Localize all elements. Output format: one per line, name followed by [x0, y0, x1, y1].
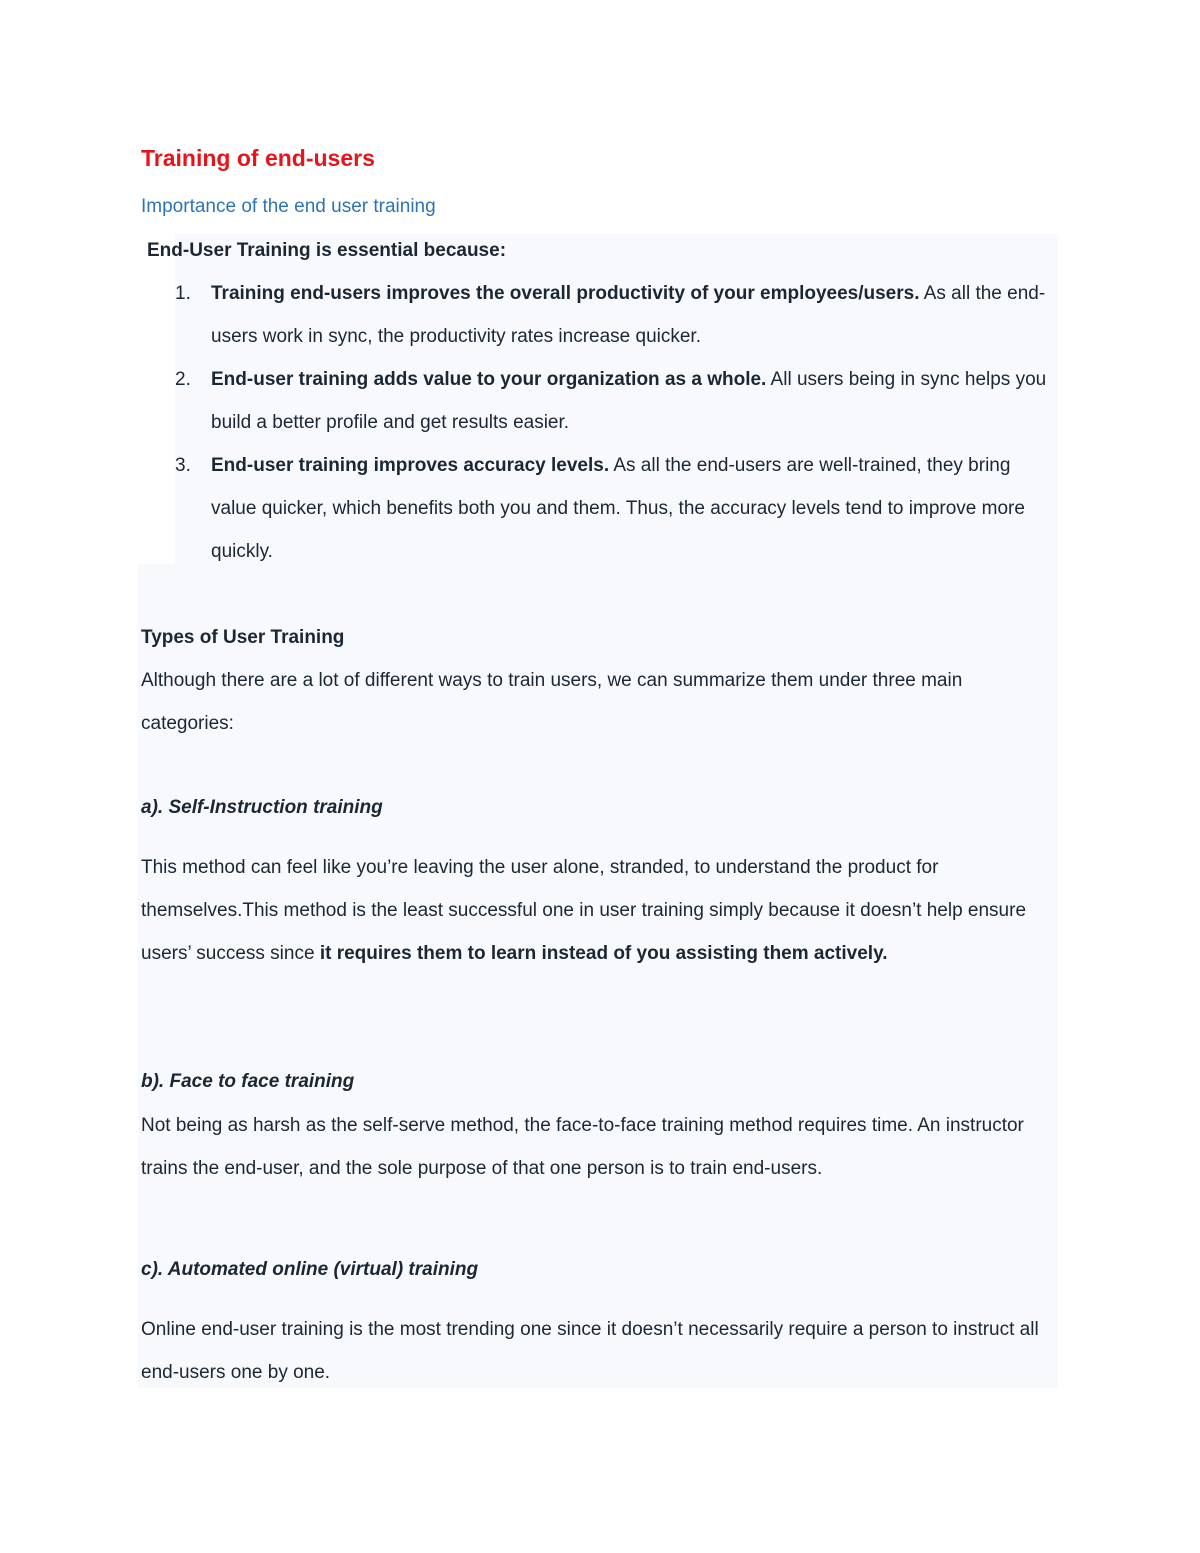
intro-text: End-User Training is essential because: — [147, 240, 507, 261]
types-heading: Types of User Training — [141, 627, 345, 648]
section-body-online: Online end-user training is the most trending one since it doesn’t necessarily require a person to instruct all end-users one by one. — [141, 1319, 1039, 1383]
list-item-text: As all the end-users work in sync, the productivity rates increase quicker. — [211, 283, 1046, 347]
list-number: 1. — [175, 283, 191, 304]
benefits-list — [175, 272, 1055, 573]
types-body: Although there are a lot of different ways to train users, we can summarize them under three main categories: — [141, 670, 963, 734]
list-number: 2. — [175, 369, 191, 390]
list-item — [175, 358, 1055, 444]
section-text-bold: it requires them to learn instead of you assisting them actively. — [319, 943, 888, 964]
list-item-text: As all the end-users are well-trained, they bring value quicker, which benefits both you and them. Thus, the accuracy levels tend to improve more quickly. — [211, 455, 1025, 562]
list-item-bold: End-user training improves accuracy levels. — [211, 455, 610, 476]
list-number: 3. — [175, 455, 191, 476]
section-heading-self-instruction: a). Self-Instruction training — [141, 797, 383, 818]
section-heading-face-to-face: b). Face to face training — [141, 1071, 355, 1092]
list-item — [175, 444, 1055, 573]
document-title: Training of end-users — [141, 145, 375, 171]
list-item-bold: Training end-users improves the overall productivity of your employees/users. — [211, 283, 920, 304]
section-subtitle: Importance of the end user training — [141, 196, 436, 217]
section-body-self-instruction — [141, 846, 1056, 975]
list-item-bold: End-user training adds value to your organization as a whole. — [211, 369, 767, 390]
section-body-face-to-face: Not being as harsh as the self-serve method, the face-to-face training method requires time. An instructor trains the end-user, and the sole purpose of that one person is to train end-users. — [141, 1115, 1024, 1179]
list-item-text: All users being in sync helps you build a better profile and get results easier. — [211, 369, 1047, 433]
section-text: This method can feel like you’re leaving the user alone, stranded, to understand the product for themselves.This method is the least successful one in user training simply because it doesn’t help ensure users’ success since — [141, 857, 1027, 964]
section-heading-online: c). Automated online (virtual) training — [141, 1259, 479, 1280]
list-item — [175, 272, 1055, 358]
